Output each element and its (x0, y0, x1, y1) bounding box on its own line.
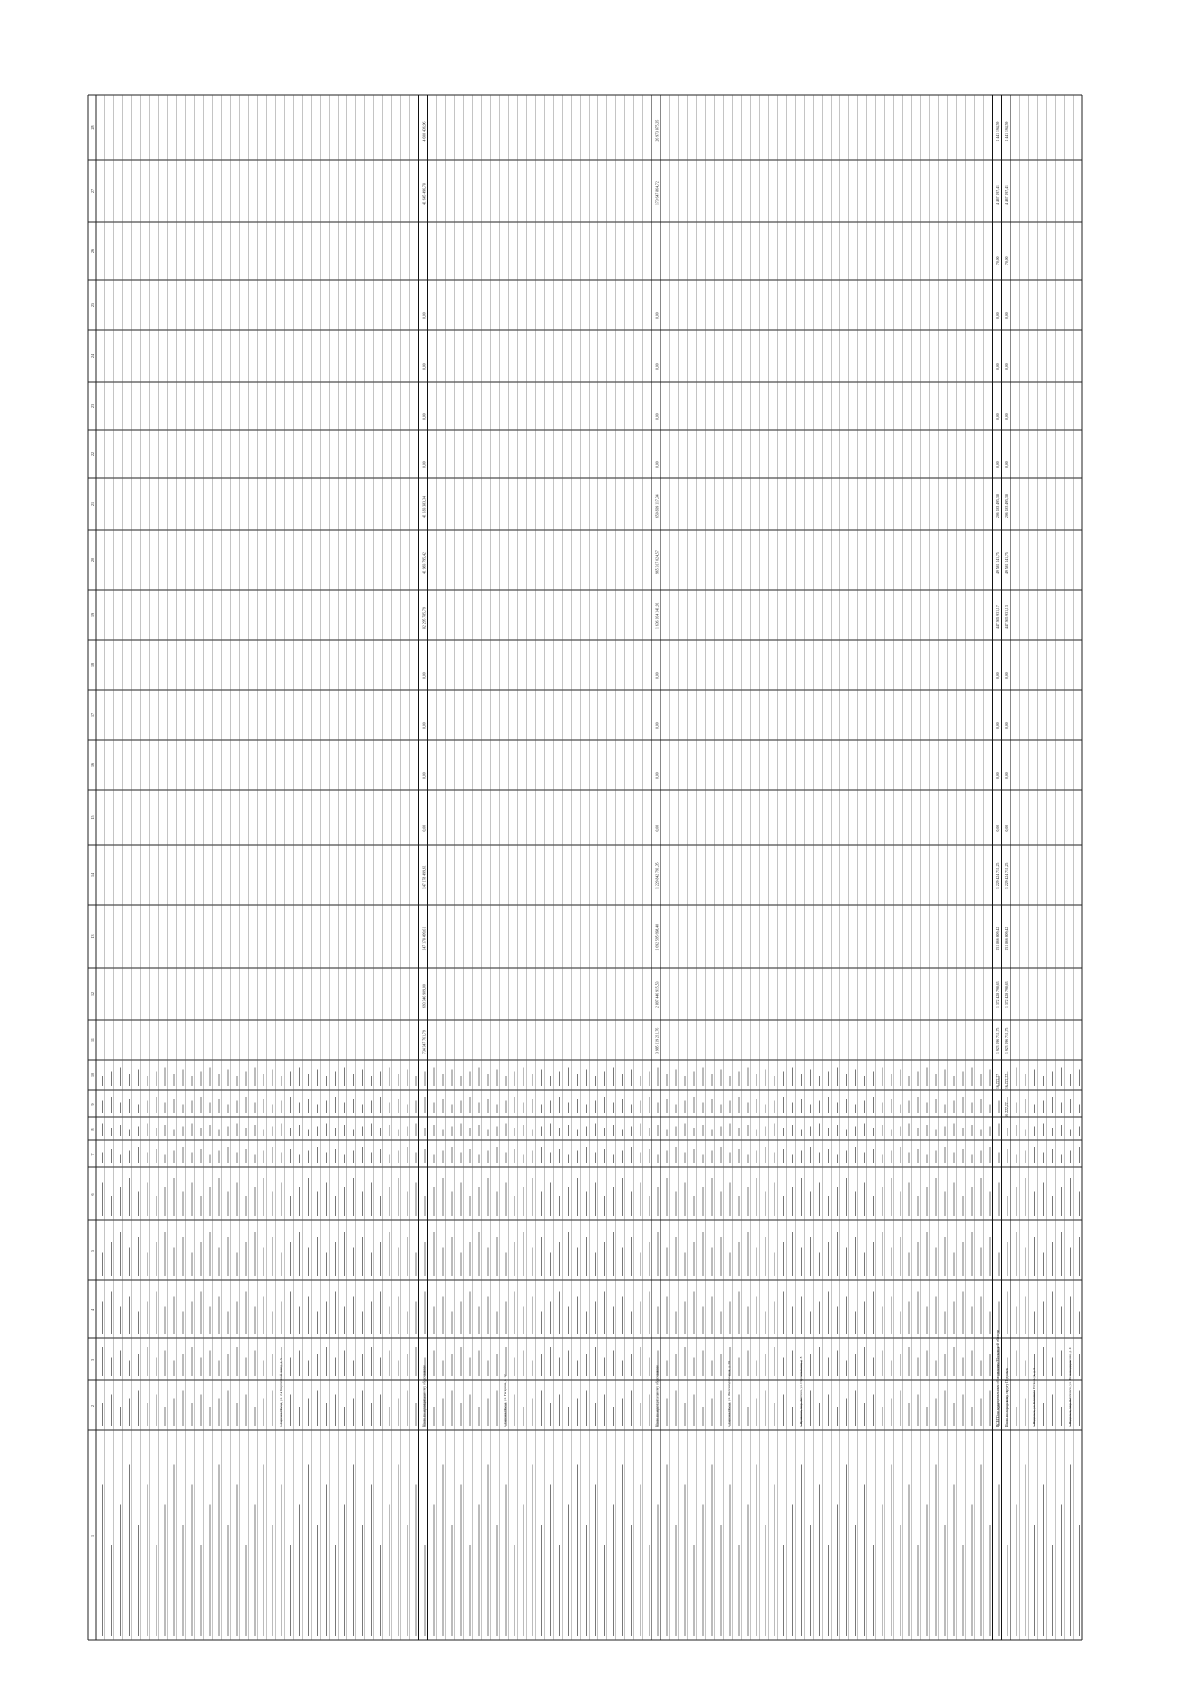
total-value: 0,00 (655, 312, 660, 319)
total-value: 0,00 (422, 363, 427, 370)
column-number: 12 (90, 992, 95, 996)
total-value: 0,00 (1005, 824, 1010, 832)
total-value: 0,00 (996, 772, 1001, 779)
column-number: 17 (90, 713, 95, 717)
total-value: 0,00 (996, 461, 1001, 468)
column-number: 16 (90, 763, 95, 767)
total-value: 16 777,77 (1005, 1102, 1010, 1118)
total-value: 0,00 (1005, 772, 1010, 779)
address-cell: г. Сергиев Посад, ул. 2-я Кирпичный завод, д. 5 (278, 1358, 283, 1427)
column-number: 5 (90, 1250, 95, 1252)
column-number: 2 (90, 1405, 95, 1407)
total-value: 965 317 024,57 (655, 550, 660, 574)
column-number: 4 (90, 1309, 95, 1311)
total-value: 734 347 761,79 (422, 1030, 427, 1054)
total-value: 70,00 (996, 256, 1001, 265)
total-value: 1 692 595 698,40 (655, 923, 660, 951)
total-value: 0,00 (1005, 672, 1010, 679)
total-value: 0,00 (655, 672, 660, 679)
total-value: 447 365 931,17 (996, 605, 1001, 629)
total-value: 0,00 (1005, 461, 1010, 468)
total-value: 49 581 141,75 (996, 552, 1001, 574)
total-value: 0,00 (996, 312, 1001, 319)
total-row-label: ВСЕГО по муниципальным образованиям Московской области (996, 1330, 1001, 1427)
total-value: 151 866 809,42 (1005, 926, 1010, 951)
total-value: 4 467 197,41 (1005, 185, 1010, 205)
total-value: 0,00 (996, 413, 1001, 420)
total-value: 1 372 428 798,63 (1005, 981, 1010, 1008)
total-value: 0,00 (655, 461, 660, 468)
total-value: 1 923 196 711,75 (996, 1027, 1001, 1054)
total-row-label: Итого по городскому округу Подольск (1005, 1368, 1010, 1427)
column-number: 6 (90, 1193, 95, 1196)
address-cell: г. Сергиев Посад, ул. Железнодорожная, д. 20 (727, 1361, 732, 1427)
column-number: 28 (90, 125, 95, 130)
total-value: 2 897 446 915,53 (655, 981, 660, 1008)
total-value: 0,00 (655, 824, 660, 832)
total-value: 0,00 (996, 722, 1001, 729)
total-value: 4 600 436,96 (422, 121, 427, 142)
column-number: 11 (90, 1038, 95, 1042)
total-value: 0,00 (422, 824, 427, 832)
total-row-label: Итого по муниципальному образованию (655, 1365, 660, 1427)
total-value: 1 636 164 141,91 (655, 602, 660, 629)
total-value: 0,00 (655, 413, 660, 420)
total-value: 0,00 (1005, 363, 1010, 370)
total-value: 0,00 (996, 672, 1001, 679)
column-number: 19 (90, 613, 95, 617)
total-value: 41 183 383,34 (422, 496, 427, 518)
total-value: 41 645 496,78 (422, 183, 427, 205)
total-value: 16 777,77 (996, 1073, 1001, 1089)
total-value: 26 973 875,35 (655, 119, 660, 142)
total-value: 0,00 (422, 672, 427, 679)
address-cell: г. Подольск, мкр. Климовск, ул. Железнодорожная, д. 4 (1067, 1347, 1072, 1427)
column-number: 20 (90, 558, 95, 562)
total-value: 0,00 (996, 824, 1001, 832)
total-value: 1 441 194,59 (1005, 121, 1010, 142)
total-value: 147 178 499,61 (422, 926, 427, 951)
column-number: 25 (90, 303, 95, 307)
total-value: 0,00 (422, 461, 427, 468)
column-number: 10 (90, 1073, 95, 1077)
total-value: 1 229 424 711,25 (996, 862, 1001, 889)
total-value: 1 923 196 711,75 (1005, 1027, 1010, 1054)
column-number: 8 (90, 1128, 95, 1131)
total-value: 3 985 119 211,76 (655, 1027, 660, 1054)
column-number: 14 (90, 873, 95, 877)
total-value: 70,00 (1005, 256, 1010, 265)
address-cell: г. Пушкино, мкр. Звягино, ул. Строительная, д. 8 (798, 1356, 803, 1427)
total-value: 1 229 424 711,25 (1005, 862, 1010, 889)
column-number: 27 (90, 189, 95, 193)
total-value: 82 295 785,79 (422, 607, 427, 629)
column-number: 23 (90, 404, 95, 408)
column-number: 15 (90, 815, 95, 820)
total-value: 0,00 (1005, 722, 1010, 729)
address-cell: г. Сергиев Посад, ул. Гагарина, д. 12 (503, 1374, 508, 1427)
column-number: 3 (90, 1359, 95, 1361)
total-value: 0,00 (1005, 312, 1010, 319)
column-number: 9 (90, 1103, 95, 1106)
total-value: 0,00 (422, 722, 427, 729)
address-cell: г. Подольск, ул. Клемента Готвальда, д. 5 (1031, 1367, 1036, 1427)
total-value: 0,00 (1005, 413, 1010, 420)
total-value: 206 183 495,38 (1005, 494, 1010, 518)
total-value: 0,00 (655, 722, 660, 729)
total-value: 0,00 (422, 312, 427, 319)
total-row-label: Итого по муниципальному образованию (422, 1365, 427, 1427)
column-number: 1 (90, 1535, 95, 1537)
total-value: 1 372 428 798,63 (996, 981, 1001, 1008)
total-value: 693 346 909,00 (422, 984, 427, 1008)
total-value: 147 178 499,61 (422, 865, 427, 889)
column-number: 21 (90, 502, 95, 506)
total-value: 4 467 197,41 (996, 185, 1001, 205)
column-number: 13 (90, 934, 95, 939)
total-value: 650 839 117,34 (655, 494, 660, 518)
total-value: 0,00 (655, 363, 660, 370)
column-number: 18 (90, 663, 95, 667)
total-value: 447 365 931,13 (1005, 605, 1010, 629)
total-value: 1 229 842 791,35 (655, 862, 660, 889)
total-value: 206 183 495,38 (996, 494, 1001, 518)
total-value: 49 581 141,75 (1005, 552, 1010, 574)
column-number: 26 (90, 249, 95, 253)
total-value: 0,00 (655, 772, 660, 779)
total-value: 173 647 864,72 (655, 181, 660, 205)
total-value: 0,00 (996, 363, 1001, 370)
total-value: 0,00 (422, 413, 427, 420)
total-value: 1 441 194,59 (996, 121, 1001, 142)
column-number: 24 (90, 354, 95, 358)
total-value: 16 777,77 (1005, 1073, 1010, 1089)
total-value: 41 983 795,42 (422, 552, 427, 574)
total-value: 0,00 (422, 772, 427, 779)
column-number: 22 (90, 452, 95, 456)
total-value: 151 866 809,42 (996, 926, 1001, 951)
column-number: 7 (90, 1153, 95, 1156)
